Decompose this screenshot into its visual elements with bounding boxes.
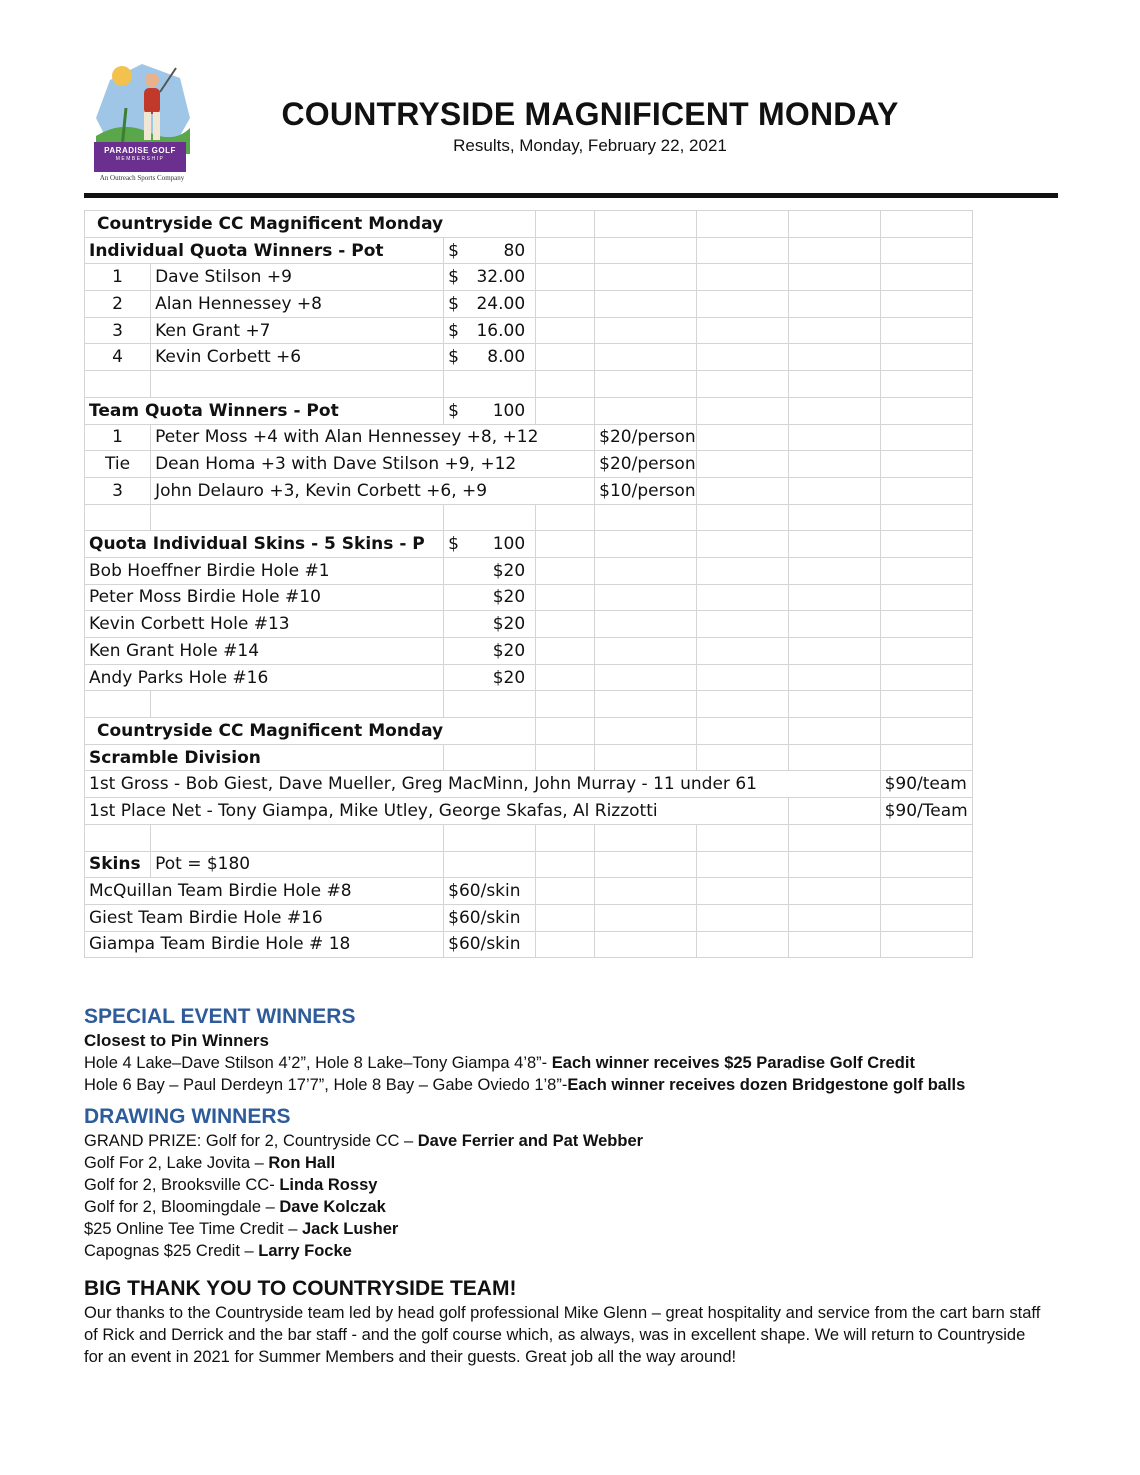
scramble-result: 1st Gross - Bob Giest, Dave Mueller, Greg MacMinn, John Murray - 11 under 61 (85, 771, 881, 798)
closest-to-pin-line: Hole 6 Bay – Paul Derdeyn 17’7”, Hole 8 Bay – Gabe Oviedo 1’8”-Each winner receives dozen Bridgestone golf balls (84, 1076, 966, 1094)
winner-name: Kevin Corbett +6 (151, 344, 444, 371)
skins-pot-label: Quota Individual Skins - 5 Skins - P (85, 531, 444, 558)
team-pot-label: Team Quota Winners - Pot (85, 397, 444, 424)
section-title: Countryside CC Magnificent Monday (85, 718, 444, 745)
table-row (85, 584, 973, 611)
table-row: 3 John Delauro +3, Kevin Corbett +6, +9 $10/person (85, 477, 973, 504)
team-names: Peter Moss +4 with Alan Hennessey +8, +12 (151, 424, 595, 451)
skin-amount: $20 (444, 664, 536, 691)
empty-row (85, 691, 973, 718)
table-row: 1 Peter Moss +4 with Alan Hennessey +8, +12 $20/person (85, 424, 973, 451)
table-row: 4 Kevin Corbett +6 $ 8.00 (85, 344, 973, 371)
skin-amount: $20 (444, 584, 536, 611)
team-skin-winner: Giest Team Birdie Hole #16 (85, 904, 444, 931)
skin-amount: $20 (444, 557, 536, 584)
table-row: 3 Ken Grant +7 $ 16.00 (85, 317, 973, 344)
table-row (85, 638, 973, 665)
scramble-payout: $90/team (880, 771, 972, 798)
drawing-line: $25 Online Tee Time Credit – Jack Lusher (84, 1220, 399, 1238)
paradise-golf-logo (86, 56, 198, 186)
team-skin-amount: $60/skin (444, 931, 536, 958)
individual-pot-label: Individual Quota Winners - Pot (85, 237, 444, 264)
table-row: Tie Dean Homa +3 with Dave Stilson +9, +12 $20/person (85, 451, 973, 478)
team-payout: $10/person (595, 477, 696, 504)
team-skins-pot: Pot = $180 (151, 851, 444, 878)
section-title-row (85, 718, 973, 745)
team-skin-winner: McQuillan Team Birdie Hole #8 (85, 878, 444, 905)
results-text (84, 1004, 1064, 1368)
results-table (84, 210, 973, 958)
table-row (85, 771, 973, 798)
winner-amount: $ 24.00 (444, 291, 536, 318)
winner-name: Alan Hennessey +8 (151, 291, 444, 318)
team-payout: $20/person (595, 451, 696, 478)
winner-amount: $ 8.00 (444, 344, 536, 371)
logo-tagline: An Outreach Sports Company (99, 174, 185, 182)
team-pot-row (85, 397, 973, 424)
scramble-label-row (85, 744, 973, 771)
skin-winner: Ken Grant Hole #14 (85, 638, 444, 665)
thanks-heading: BIG THANK YOU TO COUNTRYSIDE TEAM! (84, 1277, 517, 1300)
winner-amount: $ 32.00 (444, 264, 536, 291)
special-events-heading: SPECIAL EVENT WINNERS (84, 1005, 356, 1028)
table-row (85, 664, 973, 691)
team-pot-value: $ 100 (444, 397, 536, 424)
skin-winner: Andy Parks Hole #16 (85, 664, 444, 691)
skin-winner: Bob Hoeffner Birdie Hole #1 (85, 557, 444, 584)
team-skin-winner: Giampa Team Birdie Hole # 18 (85, 931, 444, 958)
skin-amount: $20 (444, 611, 536, 638)
winner-name: Dave Stilson +9 (151, 264, 444, 291)
drawing-line: Golf For 2, Lake Jovita – Ron Hall (84, 1154, 336, 1172)
skins-pot-row (85, 531, 973, 558)
drawing-line: GRAND PRIZE: Golf for 2, Countryside CC – Dave Ferrier and Pat Webber (84, 1132, 644, 1150)
drawing-line: Capognas $25 Credit – Larry Focke (84, 1242, 352, 1260)
page-subtitle: Results, Monday, February 22, 2021 (453, 136, 727, 155)
table-row (85, 931, 973, 958)
drawing-line: Golf for 2, Bloomingdale – Dave Kolczak (84, 1198, 386, 1216)
scramble-label: Scramble Division (85, 744, 444, 771)
team-payout: $20/person (595, 424, 696, 451)
team-skins-label: Skins (85, 851, 151, 878)
skin-amount: $20 (444, 638, 536, 665)
table-row: 1 Dave Stilson +9 $ 32.00 (85, 264, 973, 291)
table-row (85, 557, 973, 584)
winner-name: Ken Grant +7 (151, 317, 444, 344)
drawing-line: Golf for 2, Brooksville CC- Linda Rossy (84, 1176, 378, 1194)
individual-pot-row (85, 237, 973, 264)
table-row: 2 Alan Hennessey +8 $ 24.00 (85, 291, 973, 318)
empty-row (85, 824, 973, 851)
team-skin-amount: $60/skin (444, 878, 536, 905)
team-skin-amount: $60/skin (444, 904, 536, 931)
table-row (85, 611, 973, 638)
winner-amount: $ 16.00 (444, 317, 536, 344)
thanks-body: Our thanks to the Countryside team led by head golf professional Mike Glenn – great hospitality and service from the cart barn staff of Rick and Derrick and the bar staff - and the golf course which, as always, was in excellent shape. We will return to Countryside for an event in 2021 for Summer Members and their guests. Great job all the way around! (84, 1304, 1041, 1366)
table-row (85, 798, 973, 825)
logo-banner: PARADISE GOLF MEMBERSHIP (94, 142, 186, 172)
section-title: Countryside CC Magnificent Monday (85, 211, 444, 238)
header-divider (84, 193, 1058, 198)
drawing-heading: DRAWING WINNERS (84, 1105, 291, 1128)
closest-to-pin-line: Hole 4 Lake–Dave Stilson 4’2”, Hole 8 Lake–Tony Giampa 4’8”- Each winner receives $25 Paradise Golf Credit (84, 1054, 915, 1072)
page-title: COUNTRYSIDE MAGNIFICENT MONDAY (281, 96, 899, 132)
skin-winner: Peter Moss Birdie Hole #10 (85, 584, 444, 611)
table-row (85, 904, 973, 931)
empty-row (85, 504, 973, 531)
team-names: Dean Homa +3 with Dave Stilson +9, +12 (151, 451, 595, 478)
skin-winner: Kevin Corbett Hole #13 (85, 611, 444, 638)
section-title-row (85, 211, 973, 238)
scramble-result: 1st Place Net - Tony Giampa, Mike Utley, George Skafas, Al Rizzotti (85, 798, 789, 825)
skins-pot-value: $ 100 (444, 531, 536, 558)
individual-pot-value: $ 80 (444, 237, 536, 264)
team-skins-pot-row (85, 851, 973, 878)
team-names: John Delauro +3, Kevin Corbett +6, +9 (151, 477, 595, 504)
closest-to-pin-heading: Closest to Pin Winners (84, 1031, 269, 1050)
table-row (85, 878, 973, 905)
empty-row (85, 371, 973, 398)
scramble-payout: $90/Team (880, 798, 972, 825)
